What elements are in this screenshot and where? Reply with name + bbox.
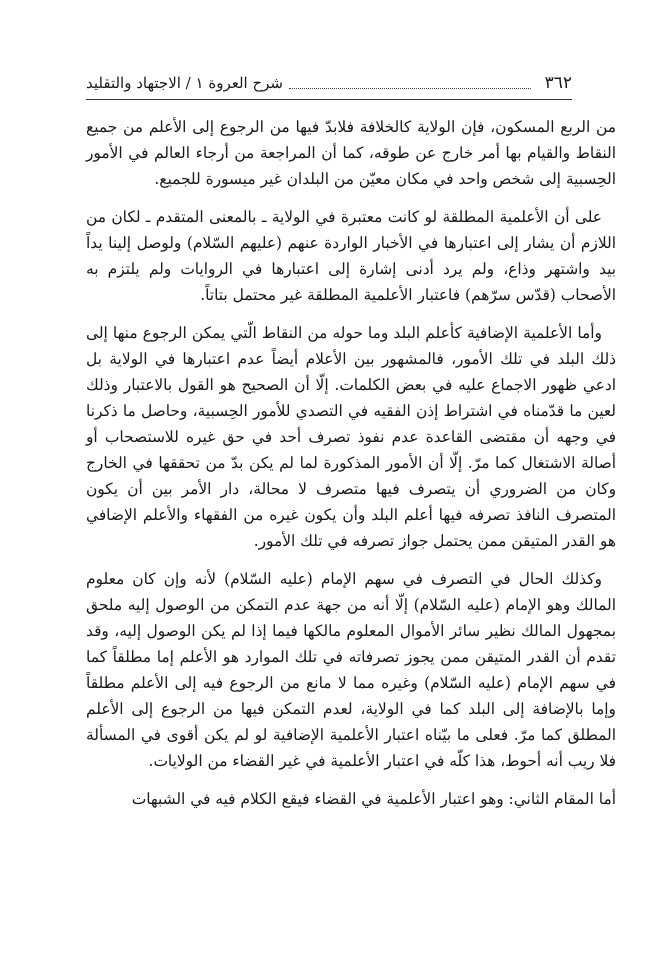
paragraph: وأما الأعلمية الإضافية كأعلم البلد وما حوله من النقاط الّتي يمكن الرجوع منها إلى ذلك البلد في تلك الأمور، فالمشهور بين الأعلام أيضاً عدم اعتبارها في الولاية بل ادعي ظهور الاجماع عليه في بعض الكلمات. إلّا أن الصحيح هو القول بالاعتبار وذلك لعين ما قدّمناه في اشتراط إذن الفقيه في التصدي للأمور الحِسبية، وحاصل ما ذكرنا في وجهه أن مقتضى القاعدة عدم نفوذ تصرف أحد في حق غيره للاستصحاب أو أصالة الاشتغال كما مرّ. إلّا أن الأمور المذكورة لما لم يكن بدّ من تحققها في الخارج وكان من الضروري أن يتصرف فيها متصرف لا محالة، دار الأمر بين أن يكون المتصرف النافذ تصرفه فيها أعلم البلد وأن يكون غيره من الفقهاء والأعلم الإضافي هو القدر المتيقن ممن يحتمل جواز تصرفه في تلك الأمور. bbox=[86, 324, 616, 550]
header-divider bbox=[86, 99, 572, 100]
page-number: ٣٦٢ bbox=[544, 73, 572, 93]
running-title: شرح العروة ١ / الاجتهاد والتقليد bbox=[86, 74, 283, 92]
paragraph: وكذلك الحال في التصرف في سهم الإمام (عليه السّلام) لأنه وإن كان معلوم المالك وهو الإمام (عليه السّلام) إلّا أنه من جهة عدم التمكن من الوصول إليه ملحق بمجهول المالك نظير سائر الأموال المعلوم مالكها فيما إذا لم يكن الوصول إليه، وقد تقدم أن القدر المتيقن ممن يجوز تصرفاته في تلك الموارد هو الأعلم إما مطلقاً كما في سهم الإمام (عليه السّلام) وغيره مما لا مانع من الرجوع فيه إلى الأعلم مطلقاً وإما بالإضافة إلى البلد كما في الولاية، لعدم التمكن فيها من الرجوع إلى الأعلم المطلق كما مرّ. فعلى ما بيّناه اعتبار الأعلمية الإضافية لو لم يكن أقوى في المسألة فلا ريب أنه أحوط، هذا كلّه في اعتبار الأعلمية في غير القضاء من الولايات. bbox=[86, 570, 616, 770]
paragraph: أما المقام الثاني: وهو اعتبار الأعلمية في القضاء فيقع الكلام فيه في الشبهات bbox=[131, 790, 616, 808]
paragraph: على أن الأعلمية المطلقة لو كانت معتبرة في الولاية ـ بالمعنى المتقدم ـ لكان من اللازم أن يشار إلى اعتبارها في الأخبار الواردة عنهم (عليهم السّلام) ولوصل إلينا يداً بيد واشتهر وذاع، ولم يرد أدنى إشارة إلى اعتبارها في الروايات ولم يلتزم به الأصحاب (قدّس سرّهم) فاعتبار الأعلمية المطلقة غير محتمل بتاتاً. bbox=[86, 208, 616, 304]
header-dot-leader bbox=[289, 78, 531, 89]
paragraph: من الربع المسكون، فإن الولاية كالخلافة فلابدّ فيها من الرجوع إلى الأعلم من جميع النقاط والقيام بها أمر خارج عن طوقه، كما أن المراجعة من أرجاء العالم في الأمور الحِسبية إلى شخص واحد في مكان معيّن من البلدان غير ميسورة للجميع. bbox=[86, 118, 616, 188]
running-header bbox=[86, 70, 572, 96]
page-body bbox=[86, 114, 616, 812]
